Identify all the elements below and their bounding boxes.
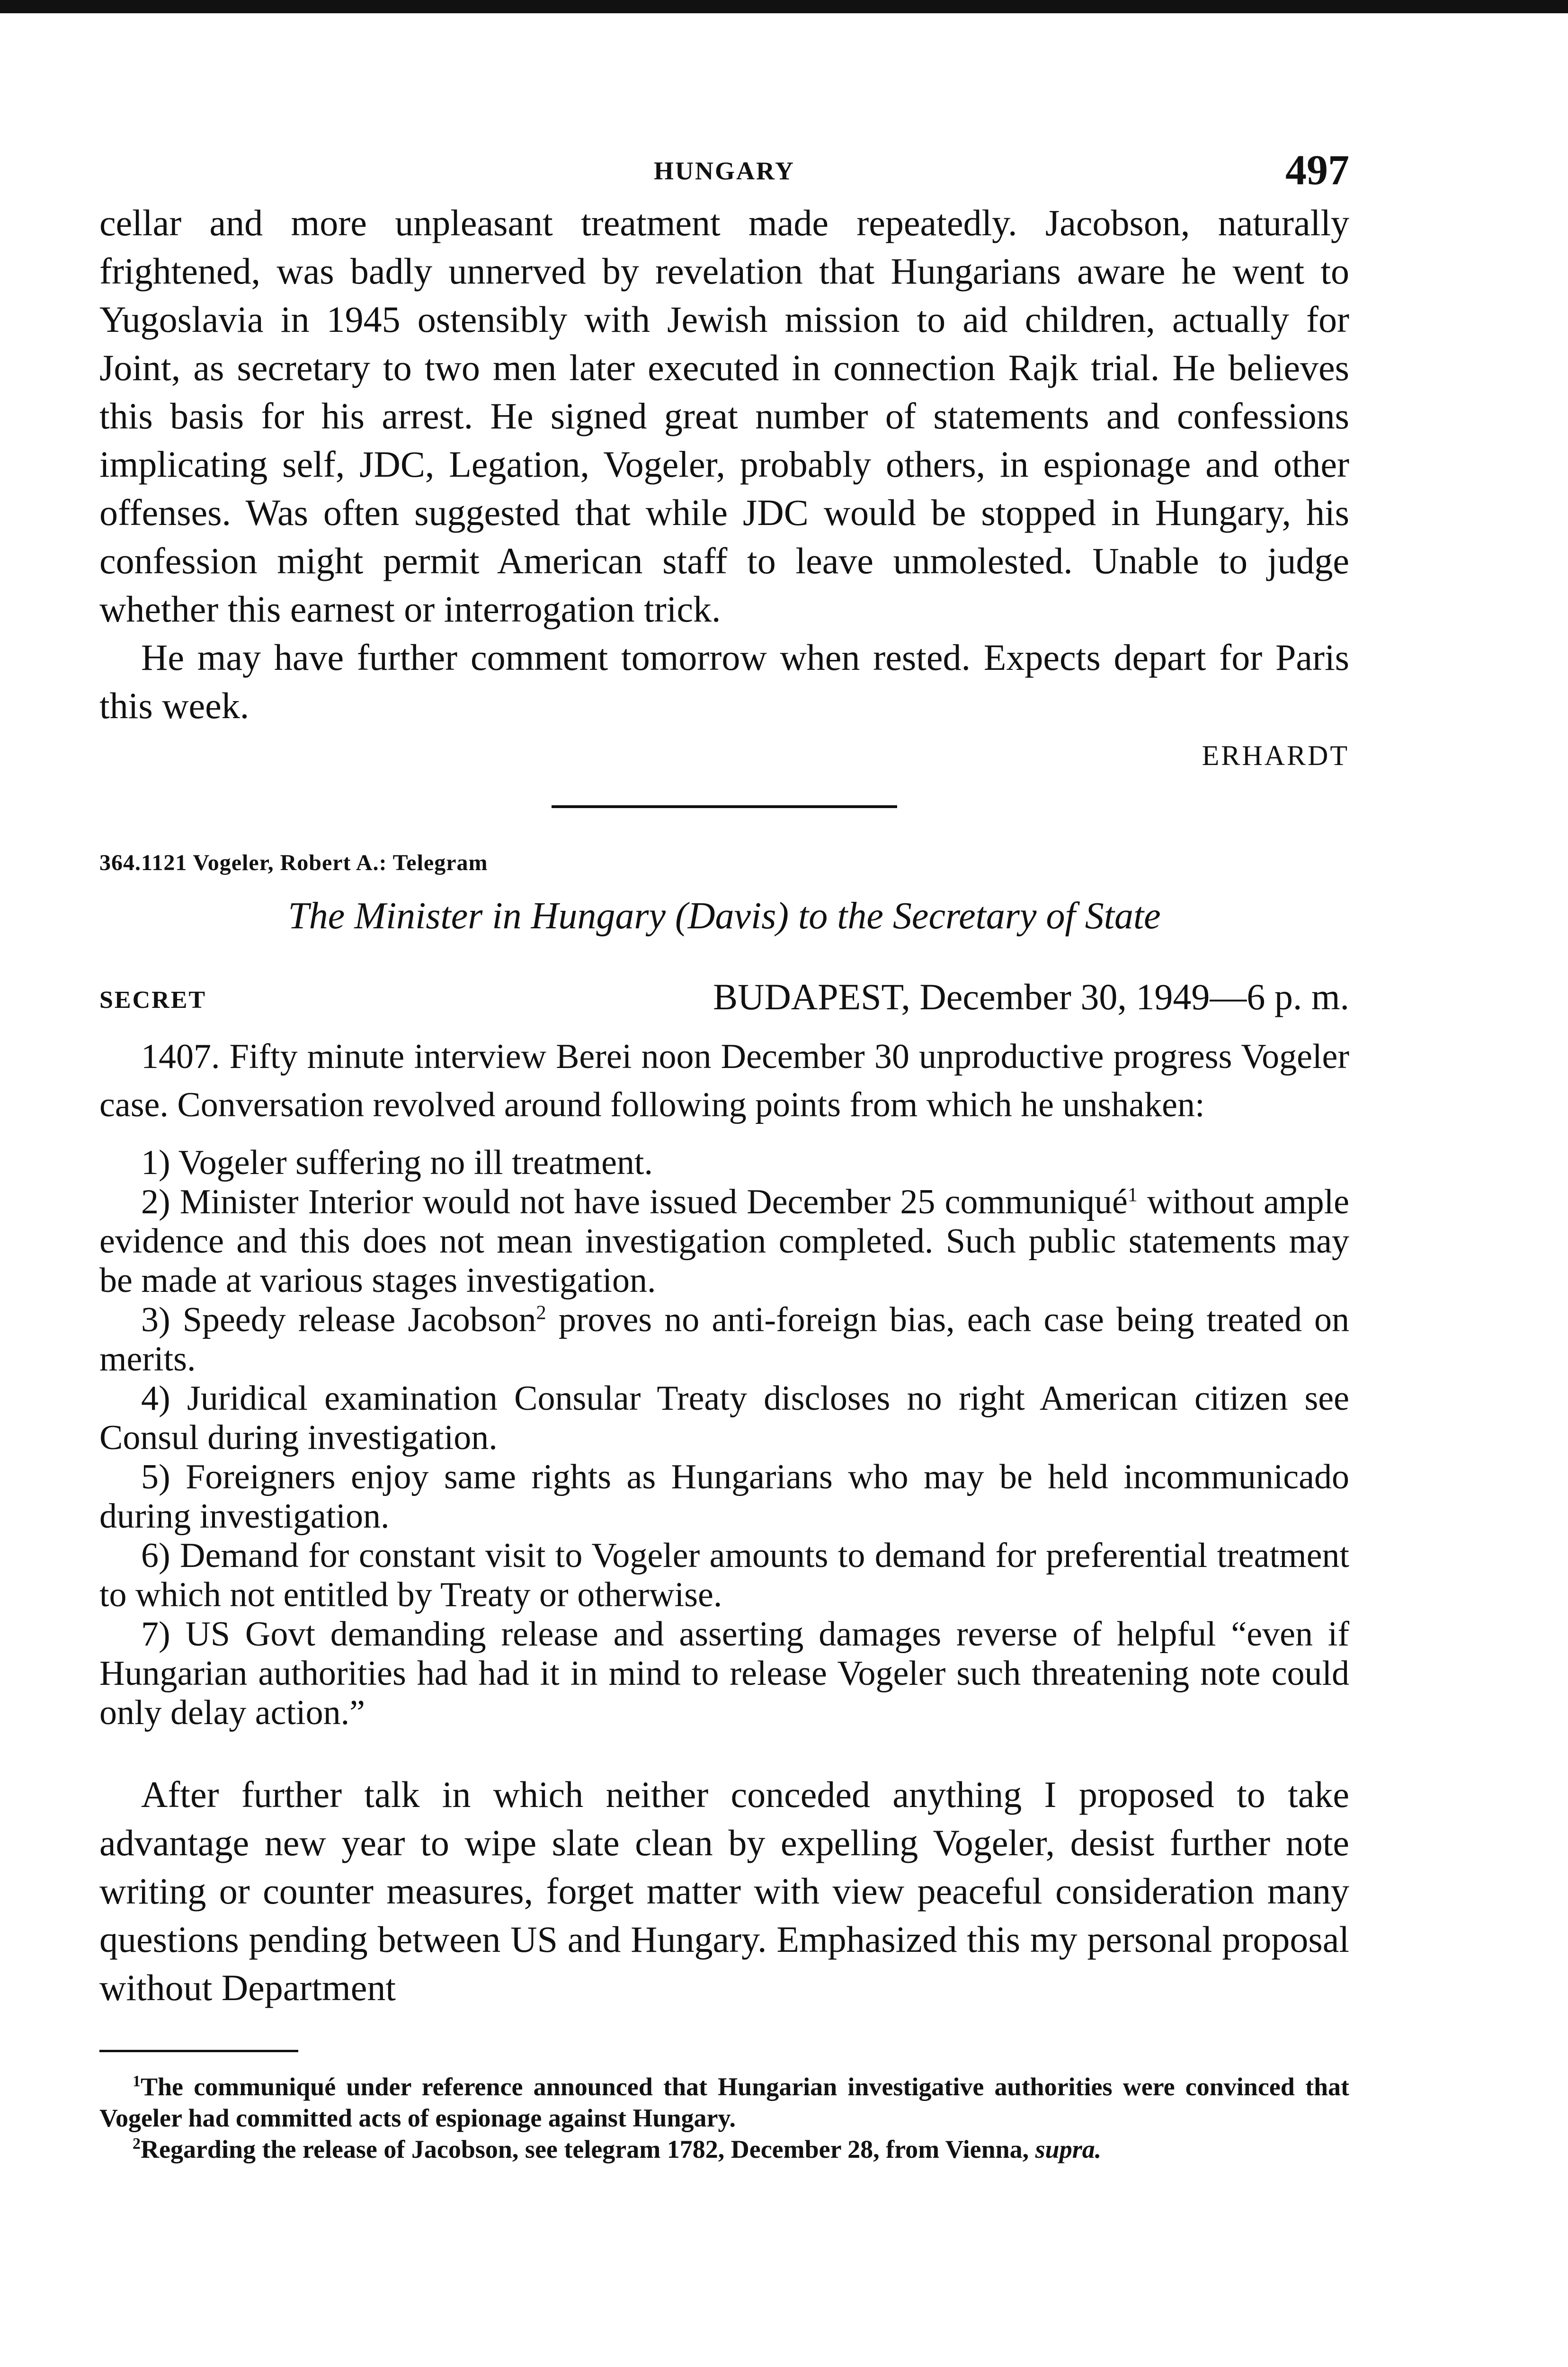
signature: ERHARDT — [1202, 740, 1349, 771]
point-item: 4) Juridical examination Consular Treaty discloses no right American citizen see Consul during investigation. — [99, 1379, 1349, 1457]
points-list — [99, 1143, 1349, 1733]
page-number: 497 — [1285, 147, 1349, 194]
footnotes — [99, 2071, 1349, 2165]
running-head — [99, 142, 1349, 199]
point-item: 1) Vogeler suffering no ill treatment. — [141, 1143, 653, 1182]
footnote-rule — [99, 2050, 298, 2052]
point-item: 2) Minister Interior would not have issued December 25 communiqué$^1$ without ample evidence and this does not mean investigation completed. Such public statements may be made at various stages investigation. — [99, 1183, 1349, 1300]
footnote-ref: 2 — [536, 1302, 546, 1324]
document-heading: The Minister in Hungary (Davis) to the Secretary of State — [288, 895, 1161, 937]
footnote-1: $^1$The communiqué under reference announced that Hungarian investigative authorities were convinced that Vogeler had committed acts of espionage against Hungary. — [99, 2073, 1349, 2132]
scan-top-border — [0, 0, 1568, 13]
footnote-ref: 1 — [1127, 1184, 1138, 1206]
document-page — [99, 142, 1349, 2165]
dateline — [99, 976, 1349, 1028]
place-and-date: BUDAPEST, December 30, 1949—6 p. m. — [713, 976, 1349, 1017]
continuation-paragraph: cellar and more unpleasant treatment made repeatedly. Jacobson, naturally frightened, was badly unnerved by revelation that Hungarians aware he went to Yugoslavia in 1945 ostensibly with Jewish mission to aid children, actually for Joint, as secretary to two men later executed in connection Rajk trial. He believes this basis for his arrest. He signed great number of statements and confessions implicating self, JDC, Legation, Vogeler, probably others, in espionage and other offenses. Was often suggested that while JDC would be stopped in Hungary, his confession might permit American staff to leave unmolested. Unable to judge whether this earnest or interrogation trick. — [99, 202, 1349, 630]
point-item: 6) Demand for constant visit to Vogeler amounts to demand for preferential treatment to which not entitled by Treaty or otherwise. — [99, 1536, 1349, 1614]
telegram-lead: 1407. Fifty minute interview Berei noon December 30 unproductive progress Vogeler case. Conversation revolved around following points from which he unshaken: — [99, 1037, 1349, 1124]
section-divider — [552, 805, 897, 808]
point-item: 7) US Govt demanding release and asserting damages reverse of helpful “even if Hungarian authorities had had it in mind to release Vogeler such threatening note could only delay action.” — [99, 1615, 1349, 1732]
file-number: 364.1121 Vogeler, Robert A.: Telegram — [99, 850, 488, 875]
classification: SECRET — [99, 987, 207, 1014]
point-item: 5) Foreigners enjoy same rights as Hungarians who may be held incommunicado during investigation. — [99, 1458, 1349, 1536]
running-head-title: HUNGARY — [653, 157, 795, 185]
point-item: 3) Speedy release Jacobson$^2$ proves no anti-foreign bias, each case being treated on merits. — [99, 1300, 1349, 1379]
footnote-2: $^2$Regarding the release of Jacobson, see telegram 1782, December 28, from Vienna, supra. — [133, 2135, 1102, 2163]
closing-paragraph: After further talk in which neither conceded anything I proposed to take advantage new year to wipe slate clean by expelling Vogeler, desist further note writing or counter measures, forget matter with view peaceful consideration many questions pending between US and Hungary. Emphasized this my personal proposal without Department — [99, 1774, 1349, 2008]
continuation-paragraph-2: He may have further comment tomorrow when rested. Expects depart for Paris this week. — [99, 637, 1349, 726]
